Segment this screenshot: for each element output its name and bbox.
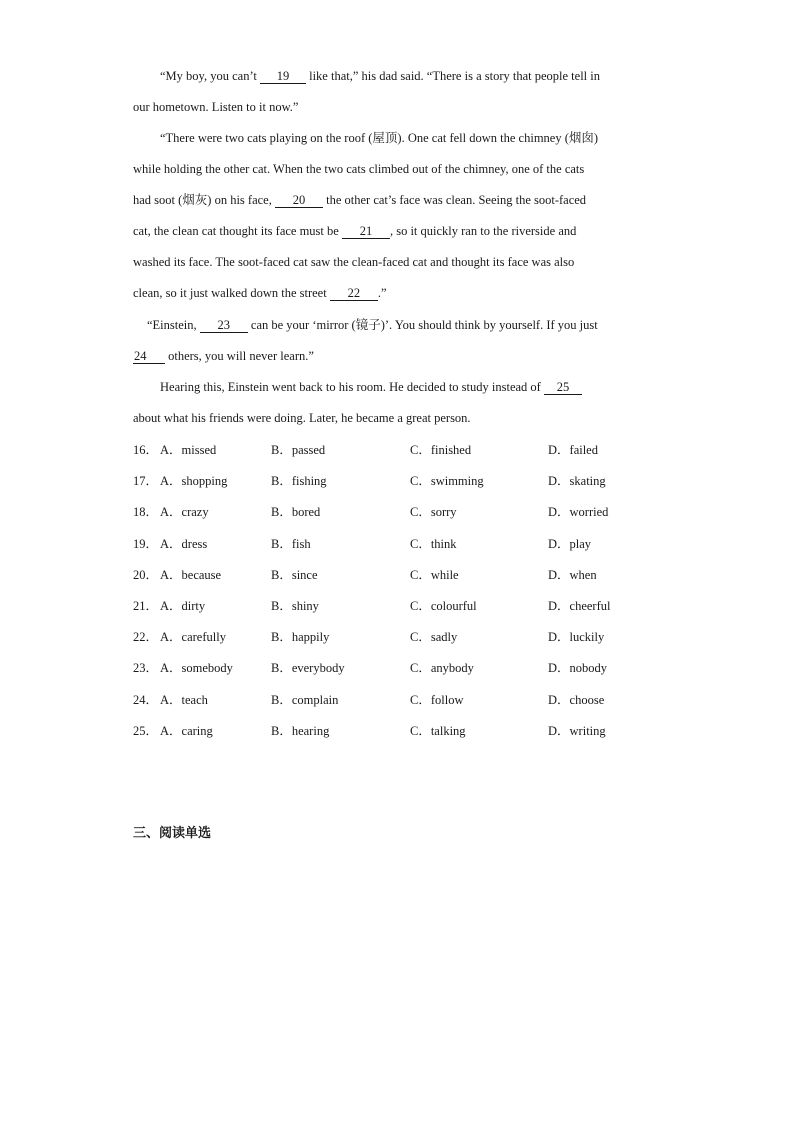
text-run: like that,” his dad said. “There is a story that people tell in <box>305 69 600 83</box>
option-d[interactable]: D．skating <box>548 474 606 489</box>
question-row <box>133 532 673 563</box>
answer-options <box>133 438 673 750</box>
question-row <box>133 625 673 656</box>
option-c[interactable]: C．while <box>410 567 459 582</box>
option-d[interactable]: D．nobody <box>548 661 608 676</box>
question-row <box>133 688 673 719</box>
paragraph-2-line-3 <box>133 185 661 216</box>
paragraph-4-line-1 <box>133 372 661 403</box>
question-row <box>133 500 673 531</box>
option-a[interactable]: A．somebody <box>160 661 233 676</box>
option-b[interactable]: B．passed <box>271 443 326 457</box>
blank-22: 22 <box>330 286 378 301</box>
option-d[interactable]: D．failed <box>548 443 598 457</box>
option-a[interactable]: A．carefully <box>160 630 226 645</box>
paragraph-2 <box>133 123 661 309</box>
blank-25: 25 <box>544 380 582 395</box>
option-a[interactable]: A．caring <box>160 723 213 738</box>
paragraph-1 <box>133 61 661 123</box>
text-run: Hearing this, Einstein went back to his room. He decided to study instead of <box>160 380 544 394</box>
blank-19: 19 <box>260 69 306 84</box>
option-d[interactable]: D．choose <box>548 692 605 707</box>
question-number: 18． <box>133 505 159 520</box>
text-run: , so it quickly ran to the riverside and <box>389 224 577 238</box>
option-b[interactable]: B．everybody <box>271 661 345 676</box>
text-run: others, you will never learn.” <box>165 349 314 363</box>
option-d[interactable]: D．writing <box>548 723 606 738</box>
option-b[interactable]: B．complain <box>271 692 339 707</box>
option-a[interactable]: A．crazy <box>160 505 209 520</box>
question-row <box>133 438 673 469</box>
option-a[interactable]: A．shopping <box>160 474 228 489</box>
option-a[interactable]: A．because <box>160 567 222 582</box>
text-run: had soot (烟灰) on his face, <box>133 193 275 207</box>
paragraph-4 <box>133 372 661 434</box>
paragraph-2-line-1: “There were two cats playing on the roof (屋顶). One cat fell down the chimney (烟囱) <box>160 131 599 145</box>
option-c[interactable]: C．sorry <box>410 505 457 520</box>
question-number: 19． <box>133 536 159 551</box>
option-b[interactable]: B．fish <box>271 536 311 551</box>
option-d[interactable]: D．worried <box>548 505 609 520</box>
paragraph-4-line-2: about what his friends were doing. Later, he became a great person. <box>133 411 471 425</box>
blank-20: 20 <box>275 193 323 208</box>
paragraph-2-line-2: while holding the other cat. When the two cats climbed out of the chimney, one of the cats <box>133 162 585 176</box>
question-row <box>133 656 673 687</box>
text-run: .” <box>377 286 387 300</box>
paragraph-2-line-4 <box>133 216 661 247</box>
option-d[interactable]: D．cheerful <box>548 598 611 613</box>
option-c[interactable]: C．sadly <box>410 630 458 645</box>
blank-24: 24 <box>133 349 165 364</box>
question-row <box>133 719 673 750</box>
blank-21: 21 <box>342 224 390 239</box>
option-c[interactable]: C．anybody <box>410 661 474 676</box>
question-row <box>133 594 673 625</box>
option-b[interactable]: B．since <box>271 567 318 582</box>
text-run: cat, the clean cat thought its face must be <box>133 224 342 238</box>
blank-23: 23 <box>200 318 248 333</box>
option-d[interactable]: D．luckily <box>548 630 605 645</box>
option-d[interactable]: D．play <box>548 536 592 551</box>
option-b[interactable]: B．fishing <box>271 474 327 489</box>
paragraph-3-line-1 <box>133 310 661 341</box>
question-number: 24． <box>133 692 159 707</box>
paragraph-3 <box>133 310 661 372</box>
option-d[interactable]: D．when <box>548 567 597 582</box>
paragraph-1-line-1 <box>133 61 661 92</box>
question-number: 17． <box>133 474 159 489</box>
option-c[interactable]: C．swimming <box>410 474 484 489</box>
question-row <box>133 563 673 594</box>
text-run: can be your ‘mirror (镜子)’. You should think by yourself. If you just <box>247 318 598 332</box>
text-run: the other cat’s face was clean. Seeing the soot-faced <box>322 193 587 207</box>
option-a[interactable]: A．teach <box>160 692 208 707</box>
question-row <box>133 469 673 500</box>
paragraph-1-line-2: our hometown. Listen to it now.” <box>133 100 299 114</box>
option-b[interactable]: B．bored <box>271 505 321 520</box>
question-number: 22． <box>133 630 159 645</box>
text-run: “My boy, you can’t <box>160 69 260 83</box>
option-c[interactable]: C．think <box>410 536 457 551</box>
paragraph-2-line-5: washed its face. The soot-faced cat saw the clean-faced cat and thought its face was also <box>133 255 575 269</box>
option-b[interactable]: B．shiny <box>271 598 319 613</box>
option-b[interactable]: B．hearing <box>271 723 330 738</box>
question-number: 21． <box>133 598 159 613</box>
section-heading: 三、阅读单选 <box>133 826 212 841</box>
text-run: clean, so it just walked down the street <box>133 286 330 300</box>
paragraph-3-line-2 <box>133 341 661 372</box>
text-run: “Einstein, <box>147 318 200 332</box>
option-b[interactable]: B．happily <box>271 630 330 645</box>
question-number: 25． <box>133 723 159 738</box>
question-number: 16． <box>133 443 159 457</box>
paragraph-2-line-6 <box>133 278 661 309</box>
option-c[interactable]: C．talking <box>410 723 466 738</box>
option-a[interactable]: A．dress <box>160 536 208 551</box>
option-a[interactable]: A．dirty <box>160 598 206 613</box>
option-c[interactable]: C．finished <box>410 443 472 457</box>
option-c[interactable]: C．colourful <box>410 598 477 613</box>
option-a[interactable]: A．missed <box>160 443 217 457</box>
question-number: 23． <box>133 661 159 676</box>
question-number: 20． <box>133 567 159 582</box>
option-c[interactable]: C．follow <box>410 692 464 707</box>
